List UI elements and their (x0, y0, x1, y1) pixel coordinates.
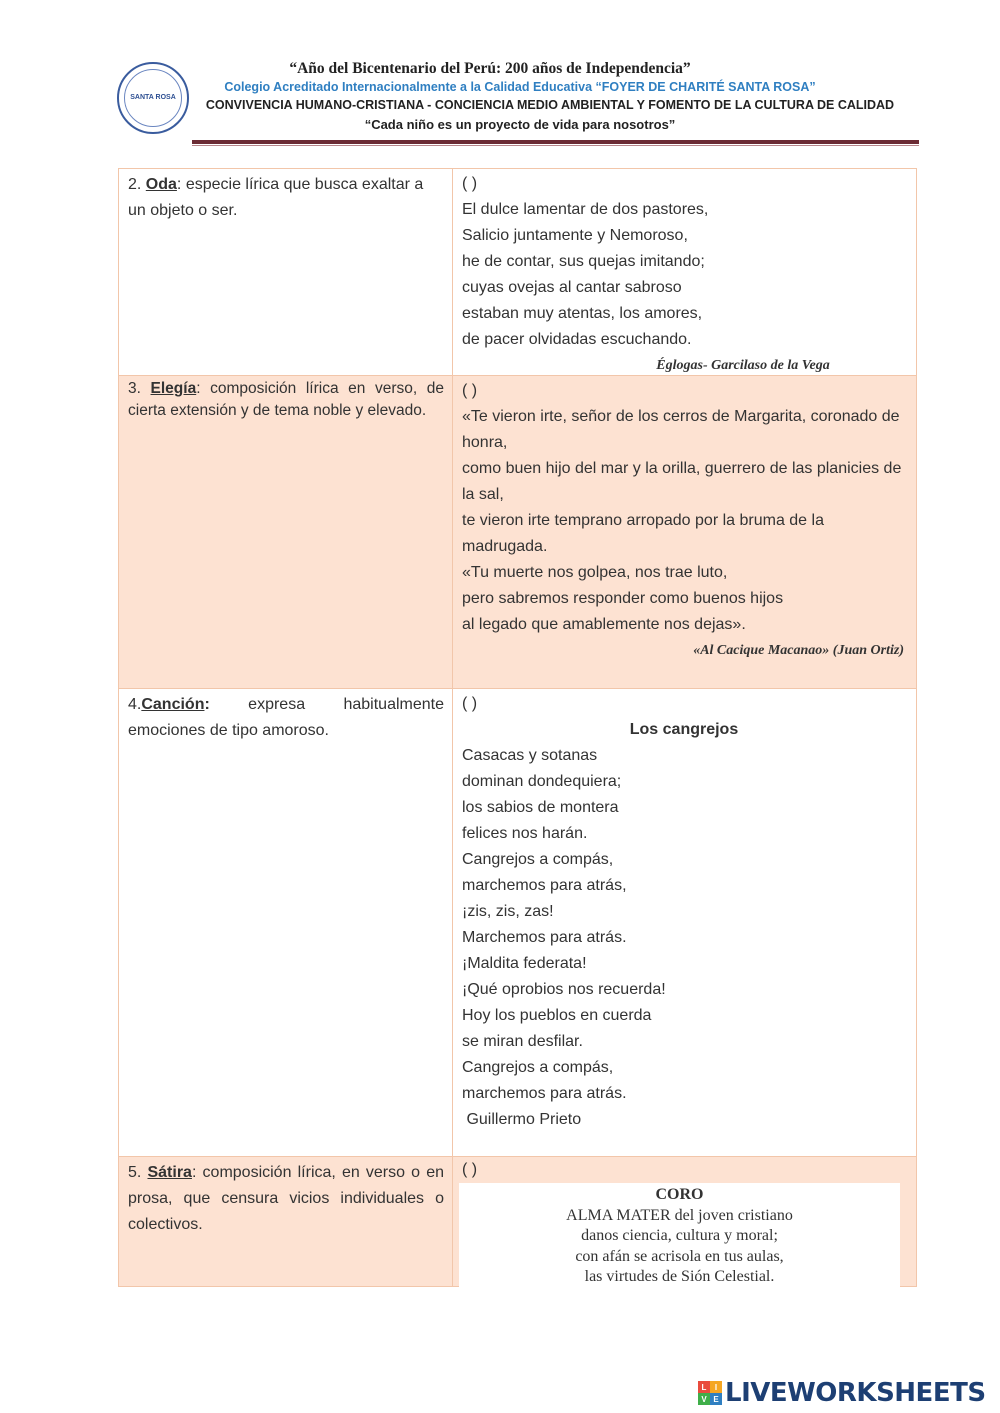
definition-cell: 3. Elegía: composición lírica en verso, de cierta extensión y de tema noble y elevado. (119, 376, 453, 688)
verse-line: pero sabremos responder como buenos hijos (462, 590, 784, 607)
verse-line: Salicio juntamente y Nemoroso, (462, 227, 688, 244)
term-label: Canción (141, 696, 205, 713)
verse-line: El dulce lamentar de dos pastores, (462, 201, 709, 218)
verse-line: de pacer olvidadas escuchando. (462, 331, 692, 348)
verse-line: Cangrejos a compás, (462, 1059, 614, 1076)
row-number: 4. (128, 696, 142, 713)
table-row (118, 168, 917, 376)
definition-text: emociones de tipo amoroso. (128, 722, 329, 739)
verse-line: «Te vieron irte, señor de los cerros de Margarita, coronado de honra, (462, 408, 900, 451)
definition-text: especie lírica que busca exaltar a un objeto o ser. (128, 176, 424, 219)
verse-line: marchemos para atrás, (462, 877, 627, 894)
definition-text: composición lírica, en verso o en prosa, que censura vicios individuales o colectivos. (128, 1164, 444, 1233)
verse-line: se miran desfilar. (462, 1033, 583, 1050)
example-cell (453, 376, 916, 688)
year-motto: “Año del Bicentenario del Perú: 200 años de Independencia” (289, 60, 691, 77)
citation: «Al Cacique Macanao» (Juan Ortiz) (693, 643, 904, 658)
verse-line: Casacas y sotanas (462, 747, 598, 764)
table-row (118, 1156, 917, 1287)
verse-line: dominan dondequiera; (462, 773, 622, 790)
term-label: Sátira (147, 1164, 192, 1181)
verse-line: Hoy los pueblos en cuerda (462, 1007, 652, 1024)
header-divider (192, 140, 919, 144)
verse-line: ALMA MATER del joven cristiano (566, 1206, 793, 1224)
citation: Églogas- Garcilaso de la Vega (656, 358, 830, 373)
verse-line: ¡Qué oprobios nos recuerda! (462, 981, 666, 998)
verse-line: ¡Maldita federata! (462, 955, 587, 972)
verse-line: al legado que amablemente nos dejas». (462, 616, 746, 633)
school-name: Colegio Acreditado Internacionalmente a la Calidad Educativa “FOYER DE CHARITÉ SANTA ROSA” (224, 80, 816, 94)
brand-badge-icon: L I V E (698, 1381, 722, 1405)
answer-blank[interactable]: ( ) (462, 175, 478, 192)
example-cell (453, 1157, 916, 1286)
verse-line: los sabios de montera (462, 799, 619, 816)
definition-word: habitualmente (343, 696, 444, 713)
answer-blank[interactable]: ( ) (462, 1161, 478, 1178)
verse-line: Marchemos para atrás. (462, 929, 627, 946)
page-header (0, 0, 1000, 150)
verse-line: con afán se acrisola en tus aulas, (575, 1247, 784, 1265)
verse-line: «Tu muerte nos golpea, nos trae luto, (462, 564, 728, 581)
definition-cell: 2. Oda: especie lírica que busca exaltar a un objeto o ser. (119, 169, 453, 375)
definition-cell: 5. Sátira: composición lírica, en verso o en prosa, que censura vicios individuales o colectivos. (119, 1157, 453, 1286)
school-logo (117, 62, 189, 134)
brand-text: LIVEWORKSHEETS (725, 1378, 986, 1408)
chorus-title: CORO (655, 1186, 704, 1203)
verse-line: danos ciencia, cultura y moral; (581, 1227, 778, 1244)
verse-line: ¡zis, zis, zas! (462, 903, 554, 920)
verse-line: marchemos para atrás. (462, 1085, 627, 1102)
verse-line: como buen hijo del mar y la orilla, guerrero de las planicies de la sal, (462, 460, 902, 503)
table-row (118, 375, 917, 689)
row-number: 3. (128, 380, 141, 397)
definition-text: composición lírica en verso, de cierta extensión y de tema noble y elevado. (128, 380, 445, 419)
row-number: 2. (128, 176, 142, 193)
verse-line: estaban muy atentas, los amores, (462, 305, 703, 322)
example-cell (453, 169, 916, 375)
definition-word: expresa (248, 696, 306, 713)
verse-line: te vieron irte temprano arropado por la bruma de la madrugada. (462, 512, 824, 555)
school-values: CONVIVENCIA HUMANO-CRISTIANA - CONCIENCIA MEDIO AMBIENTAL Y FOMENTO DE LA CULTURA DE CALIDAD (205, 98, 895, 112)
answer-blank[interactable]: ( ) (462, 695, 478, 712)
example-cell (453, 689, 916, 1156)
liveworksheets-logo[interactable] (698, 1376, 986, 1410)
definition-cell: 4.Canción: expresa habitualmente emociones de tipo amoroso. (119, 689, 453, 1156)
term-label: Oda (145, 176, 177, 193)
chorus-box (459, 1183, 900, 1289)
answer-blank[interactable]: ( ) (462, 382, 478, 399)
verse-line: las virtudes de Sión Celestial. (584, 1268, 775, 1285)
school-logo-text: SANTA ROSA (130, 94, 176, 101)
school-slogan: “Cada niño es un proyecto de vida para nosotros” (364, 117, 676, 132)
author-line: Guillermo Prieto (462, 1111, 582, 1128)
header-divider-thin (192, 145, 919, 146)
verse-line: he de contar, sus quejas imitando; (462, 253, 705, 270)
verse-line: Cangrejos a compás, (462, 851, 614, 868)
poem-title: Los cangrejos (629, 721, 739, 738)
verse-line: felices nos harán. (462, 825, 588, 842)
term-label: Elegía (150, 380, 197, 397)
verse-line: cuyas ovejas al cantar sabroso (462, 279, 682, 296)
table-row (118, 688, 917, 1157)
row-number: 5. (128, 1164, 142, 1181)
